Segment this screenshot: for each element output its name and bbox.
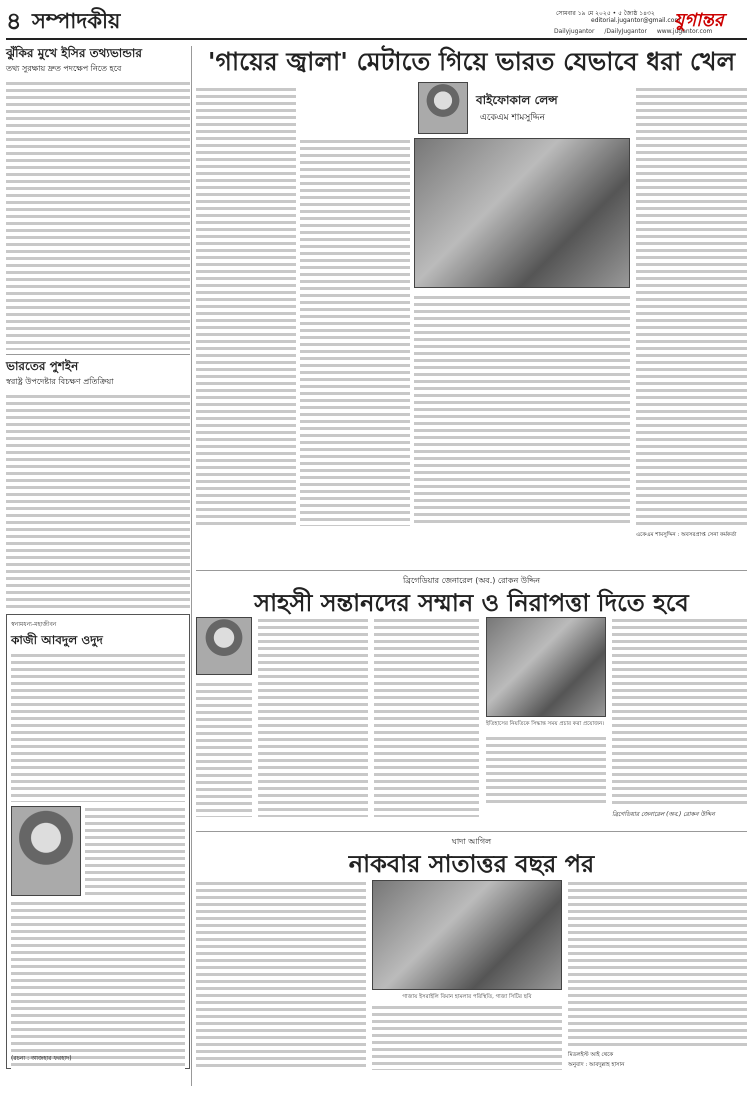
author-portrait [418, 82, 468, 134]
article-column-text [612, 617, 747, 805]
profile-text-placeholder [11, 900, 185, 1070]
feature-headline: সাহসী সন্তানদের সম্মান ও নিরাপত্তা দিতে হবে [254, 589, 689, 617]
article-column-text [196, 681, 252, 817]
author-name: একেএম শামসুদ্দিন [480, 113, 545, 123]
column-divider [191, 46, 192, 1086]
article-photo [486, 617, 606, 717]
feature-article-1 [196, 46, 747, 566]
profile-credit: (রচনা : আজহার ফরহাদ) [11, 1055, 72, 1062]
article-body-text-placeholder [6, 393, 190, 608]
date-line: সোমবার ১৯ মে ২০২৫ • ৫ জ্যৈষ্ঠ ১৪৩২ [556, 10, 655, 17]
feature-article-2 [196, 575, 747, 827]
article-photo [414, 138, 630, 288]
photo-caption: গাজায় ইসরাইলি বিমান হামলার পরিস্থিতি, গাজা সিটির ছবি [402, 994, 532, 1000]
profile-portrait-row [11, 806, 185, 896]
author-bio: ব্রিগেডিয়ার জেনারেল (অব.) রোকন উদ্দিন [612, 811, 715, 818]
source-line: মিডলইস্ট আই থেকে [568, 1052, 614, 1058]
translator-line: অনুবাদ : আবদুল্লাহ হাসান [568, 1062, 625, 1068]
article-title: ভারতের পুশইন [6, 359, 79, 373]
profile-box [6, 614, 190, 1069]
profile-text-placeholder [85, 806, 185, 896]
article-kicker: স্বরাষ্ট্র উপদেষ্টার বিচক্ষণ প্রতিক্রিয়া [6, 377, 114, 386]
article-column-text [636, 86, 747, 526]
masthead [6, 6, 747, 40]
divider [6, 354, 190, 355]
page-number: ৪ [6, 7, 22, 35]
editorial-article-2 [6, 359, 190, 608]
article-kicker: তথ্য সুরক্ষায় দ্রুত পদক্ষেপ নিতে হবে [6, 64, 122, 73]
social-twitter-link[interactable]: /DailyJugantor [604, 28, 647, 35]
feature-headline: নাকবার সাতাত্তর বছর পর [348, 850, 595, 878]
newspaper-logo[interactable]: যুগান্তর [674, 10, 724, 31]
left-column [6, 46, 190, 1086]
profile-portrait-image [11, 806, 81, 896]
article-column-text [196, 880, 366, 1070]
article-column-text [258, 617, 368, 817]
author-bio: একেএম শামসুদ্দিন : অবসরপ্রাপ্ত সেনা কর্মকর্তা [636, 532, 737, 538]
article-column-text [414, 294, 630, 526]
article-photo [372, 880, 562, 990]
main-area [196, 46, 747, 1076]
article-column-text [300, 138, 410, 526]
email-line: editorial.jugantor@gmail.com [591, 17, 681, 24]
feature-headline: 'গায়ের জ্বালা' মেটাতে গিয়ে ভারত যেভাবে ধরা খেল [207, 47, 736, 76]
article-title: ঝুঁকির মুখে ইসির তথ্যভান্ডার [6, 46, 142, 60]
website-link[interactable]: www.jugantor.com [656, 28, 713, 35]
feature-article-3 [196, 836, 747, 1076]
photo-caption: ইতিহাসের নিয়তিকে সিদ্ধান্ত সময় প্রচার করা প্রয়োজন। [486, 721, 605, 727]
article-column-text [196, 86, 296, 526]
article-body-text-placeholder [6, 80, 190, 350]
section-title: সম্পাদকীয় [32, 9, 121, 33]
article-column-text [486, 735, 606, 805]
profile-text-placeholder [11, 652, 185, 802]
profile-section-label: স্বনামধন্য-মহাজীবন [11, 621, 57, 628]
editorial-article-1 [6, 46, 190, 350]
article-column-text [568, 880, 747, 1048]
profile-body [11, 652, 185, 802]
column-name: বাইফোকাল লেন্স [476, 93, 558, 107]
profile-name: কাজী আবদুল ওদুদ [11, 633, 103, 647]
social-links [554, 28, 720, 35]
article-column-text [374, 617, 479, 817]
feature-byline: ব্রিগেডিয়ার জেনারেল (অব.) রোকন উদ্দিন [402, 576, 540, 585]
feature-author: ঘাদা আগিল [451, 837, 492, 846]
social-facebook-link[interactable]: Dailyjugantor [554, 28, 595, 35]
divider [196, 570, 747, 571]
author-portrait [196, 617, 252, 675]
article-column-text [372, 1004, 562, 1070]
divider [196, 831, 747, 832]
